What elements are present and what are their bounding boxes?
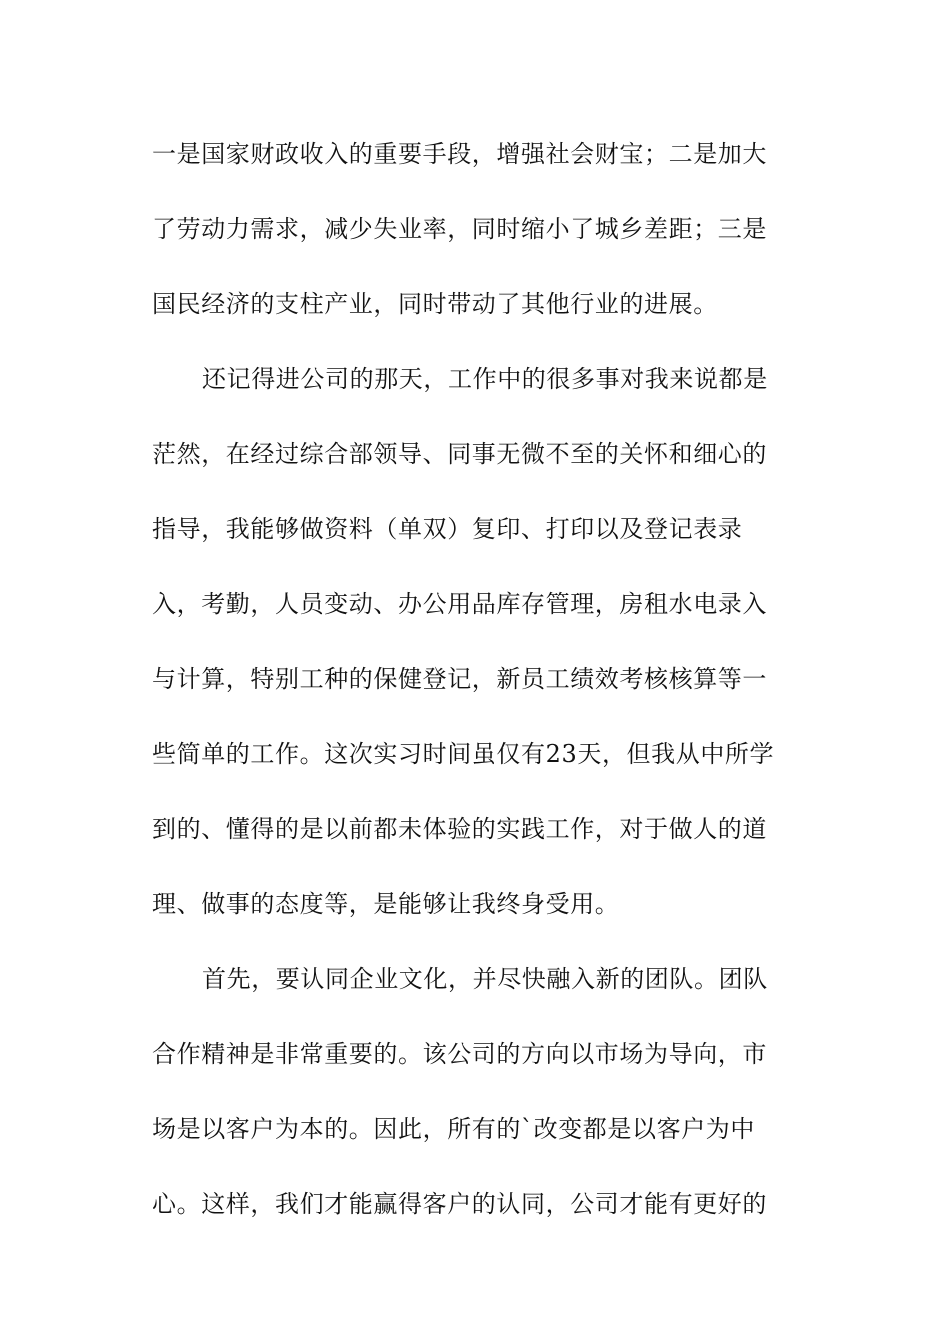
text-line: 一是国家财政收入的重要手段，增强社会财宝；二是加大 xyxy=(152,140,767,168)
paragraph-first-line: 还记得进公司的那天，工作中的很多事对我来说都是 xyxy=(202,365,768,393)
document-body xyxy=(152,132,812,1257)
text-line: 到的、懂得的是以前都未体验的实践工作，对于做人的道 xyxy=(152,815,767,843)
text-line: 理、做事的态度等，是能够让我终身受用。 xyxy=(152,890,620,918)
text-line: 合作精神是非常重要的。该公司的方向以市场为导向，市 xyxy=(152,1040,767,1068)
text-line: 入，考勤，人员变动、办公用品库存管理，房租水电录入 xyxy=(152,590,767,618)
text-line: 国民经济的支柱产业，同时带动了其他行业的进展。 xyxy=(152,290,718,318)
text-line: 心。这样，我们才能赢得客户的认同，公司才能有更好的 xyxy=(152,1190,767,1218)
text-line: 场是以客户为本的。因此，所有的`改变都是以客户为中 xyxy=(152,1115,755,1143)
text-line: 些简单的工作。这次实习时间虽仅有23天，但我从中所学 xyxy=(152,740,775,768)
text-line: 指导，我能够做资料（单双）复印、打印以及登记表录 xyxy=(152,515,743,543)
text-line: 茫然，在经过综合部领导、同事无微不至的关怀和细心的 xyxy=(152,440,767,468)
paragraph-first-line: 首先，要认同企业文化，并尽快融入新的团队。团队 xyxy=(202,965,768,993)
text-line: 了劳动力需求，减少失业率，同时缩小了城乡差距；三是 xyxy=(152,215,767,243)
text-line: 与计算，特别工种的保健登记，新员工绩效考核核算等一 xyxy=(152,665,767,693)
